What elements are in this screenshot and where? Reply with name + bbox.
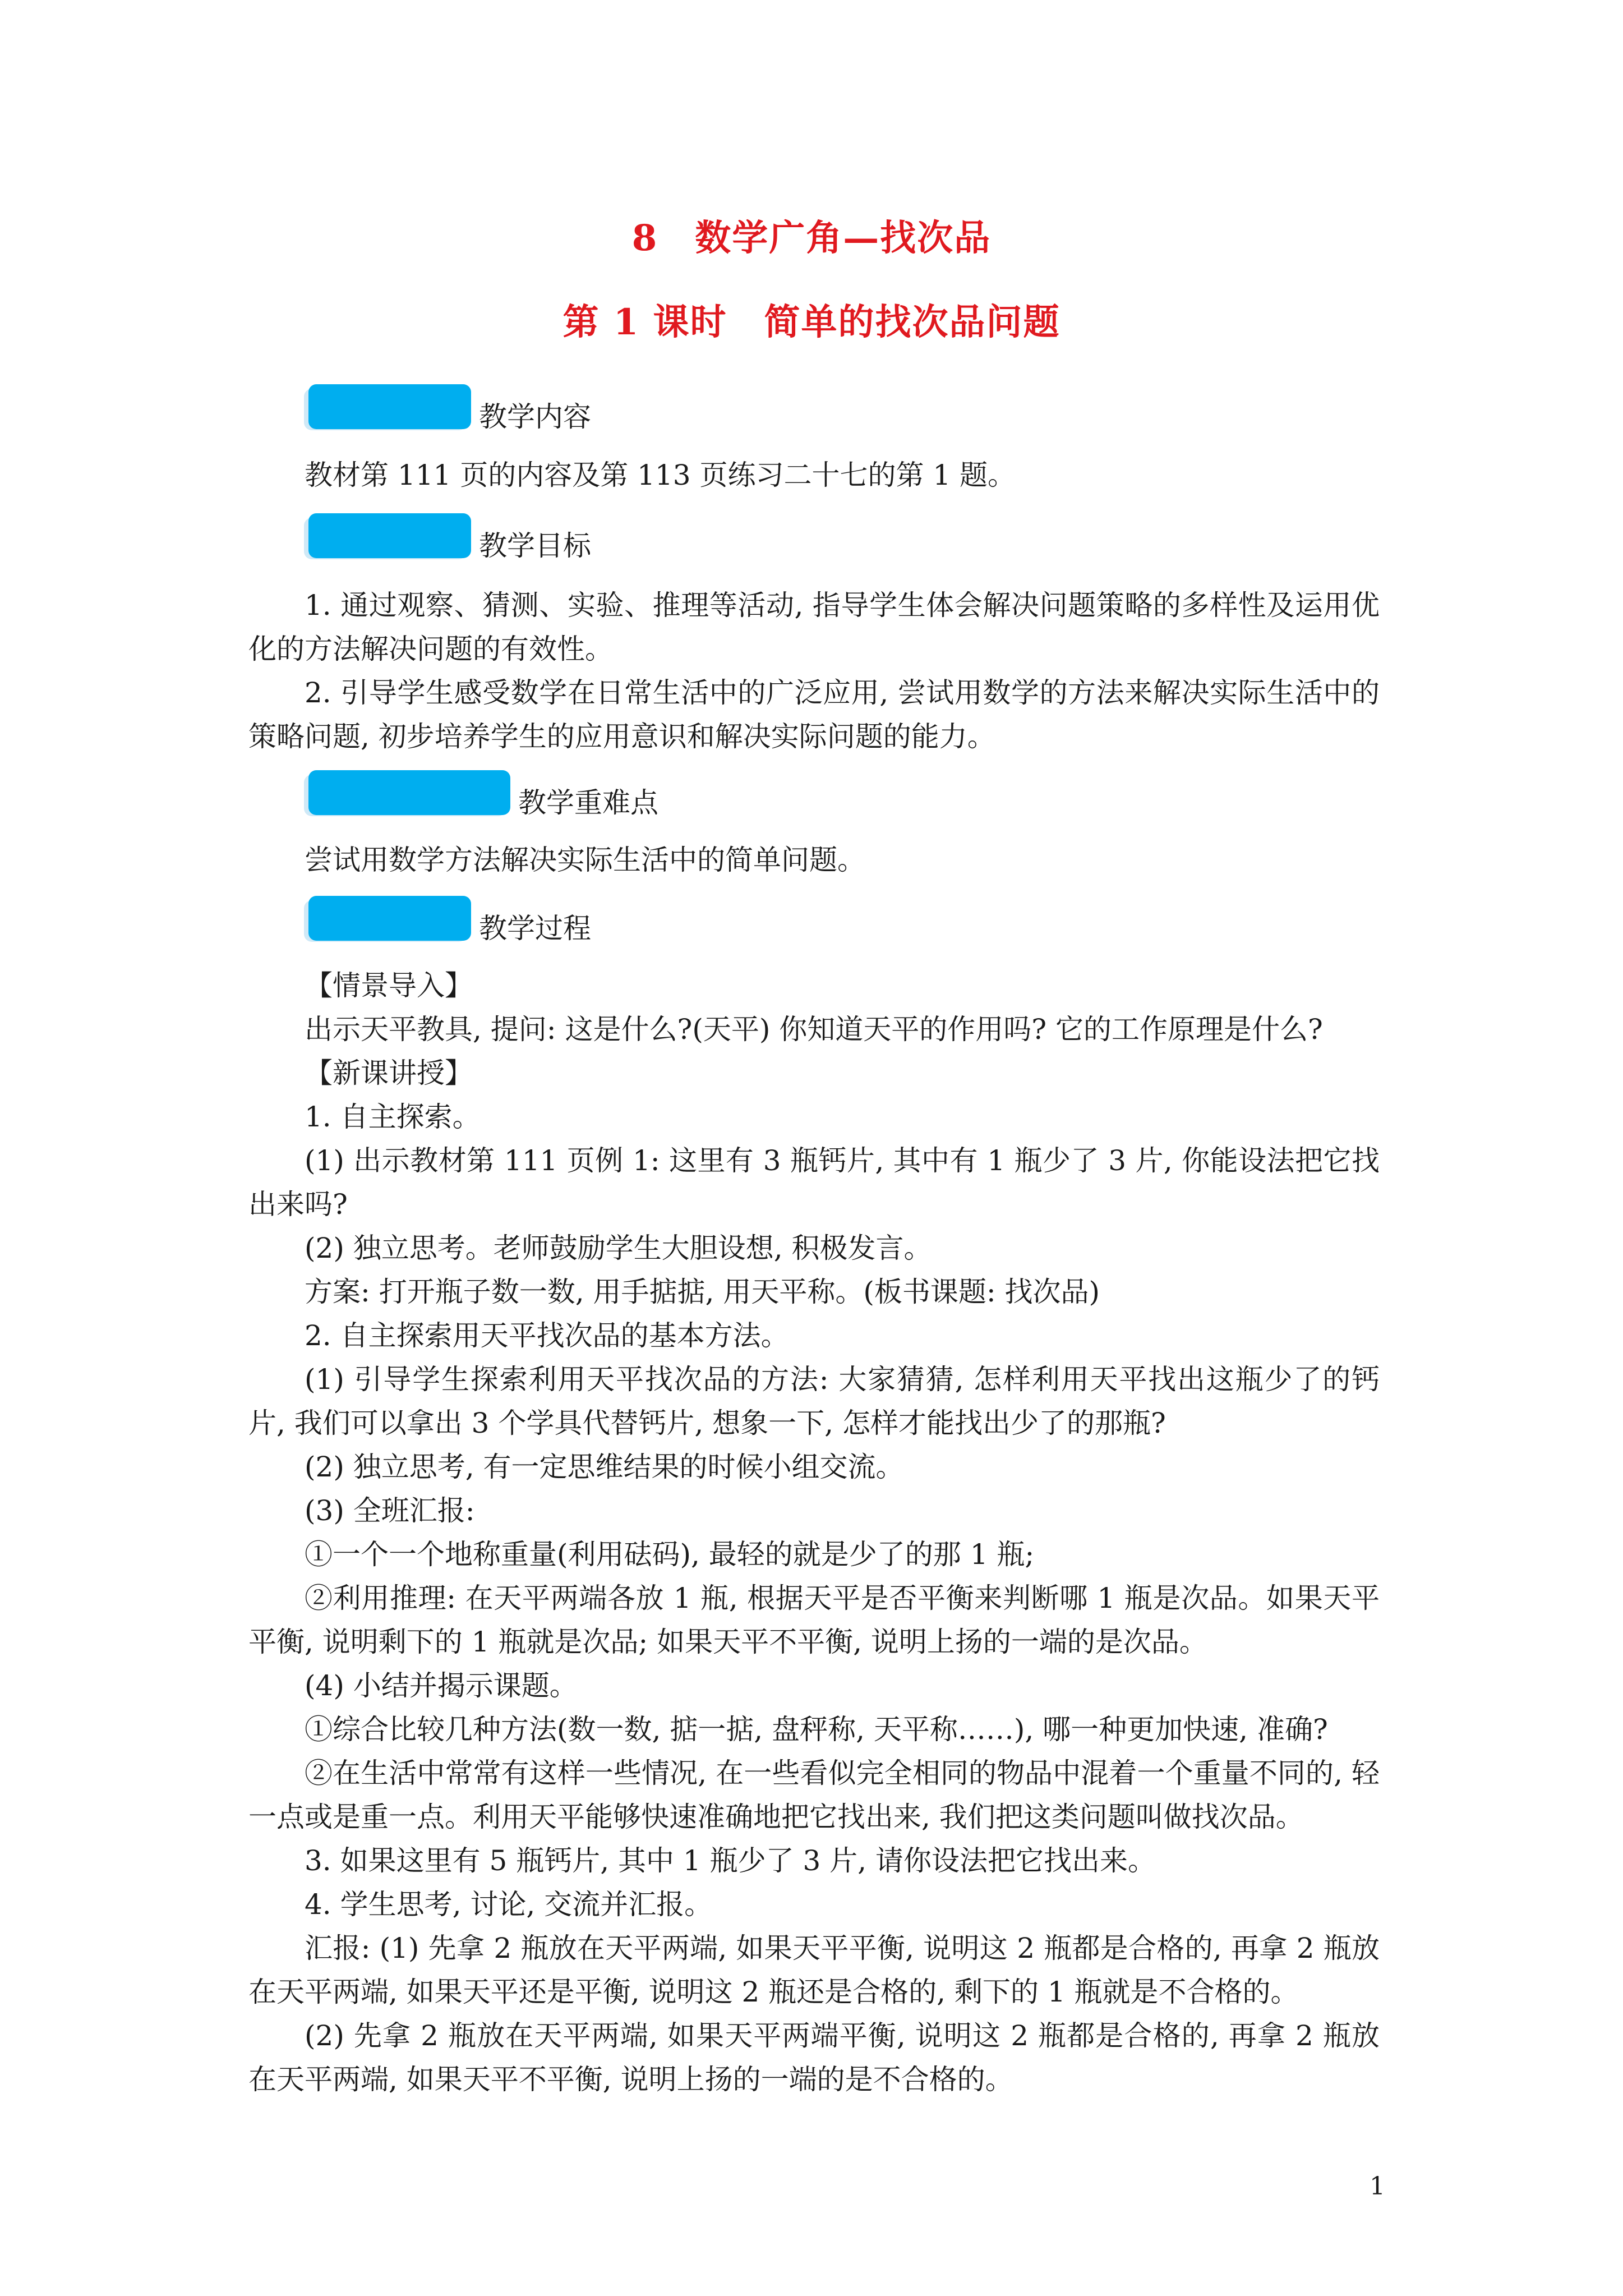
key-points-paragraph: 尝试用数学方法解决实际生活中的简单问题。 [305, 844, 865, 876]
section-label-goals: 教学目标 [479, 530, 591, 562]
process-paragraph: (2) 独立思考, 有一定思维结果的时候小组交流。 [305, 1451, 904, 1483]
process-subheading: 【情景导入】 [305, 969, 473, 1002]
process-paragraph: ②在生活中常常有这样一些情况, 在一些看似完全相同的物品中混着一个重量不同的, 轻一点或是重一点。利用天平能够快速准确地把它找出来, 我们把这类问题叫做找次品。 [248, 1757, 1380, 1833]
process-paragraph: ①一个一个地称重量(利用砝码), 最轻的就是少了的那 1 瓶; [305, 1538, 1035, 1571]
section-header-process [308, 893, 591, 944]
section-badge [308, 384, 471, 429]
section-label-process: 教学过程 [479, 912, 591, 945]
goals-text-block [248, 583, 1380, 758]
content-text-block [248, 453, 1380, 497]
process-paragraph: 4. 学生思考, 讨论, 交流并汇报。 [305, 1888, 713, 1921]
process-paragraph: (2) 独立思考。老师鼓励学生大胆设想, 积极发言。 [305, 1232, 932, 1264]
process-paragraph: 方案: 打开瓶子数一数, 用手掂掂, 用天平称。(板书课题: 找次品) [305, 1276, 1100, 1308]
process-paragraph: (1) 出示教材第 111 页例 1: 这里有 3 瓶钙片, 其中有 1 瓶少了 3 片, 你能设法把它找出来吗? [248, 1144, 1380, 1221]
section-label-content: 教学内容 [479, 401, 591, 433]
process-paragraph: (4) 小结并揭示课题。 [305, 1669, 578, 1702]
section-label-key-points: 教学重难点 [518, 786, 658, 819]
process-paragraph: (2) 先拿 2 瓶放在天平两端, 如果天平两端平衡, 说明这 2 瓶都是合格的, 再拿 2 瓶放在天平两端, 如果天平不平衡, 说明上扬的一端的是不合格的。 [248, 2019, 1380, 2096]
content-paragraph: 教材第 111 页的内容及第 113 页练习二十七的第 1 题。 [305, 459, 1016, 491]
section-badge [308, 513, 471, 558]
section-header-key-points [308, 767, 658, 818]
section-badge [308, 770, 510, 815]
lesson-title: 第 1 课时 简单的找次品问题 [562, 301, 1061, 343]
process-paragraph: 1. 自主探索。 [305, 1101, 481, 1133]
process-paragraph: 3. 如果这里有 5 瓶钙片, 其中 1 瓶少了 3 片, 请你设法把它找出来。 [305, 1844, 1156, 1877]
chapter-title: 8 数学广角—找次品 [631, 217, 992, 259]
section-header-goals [308, 510, 591, 561]
section-badge [308, 896, 471, 941]
process-paragraph: (1) 引导学生探索利用天平找次品的方法: 大家猜猜, 怎样利用天平找出这瓶少了的钙片, 我们可以拿出 3 个学具代替钙片, 想象一下, 怎样才能找出少了的那瓶? [248, 1363, 1380, 1439]
page-number: 1 [1370, 2172, 1385, 2201]
goal-item: 2. 引导学生感受数学在日常生活中的广泛应用, 尝试用数学的方法来解决实际生活中的策略问题, 初步培养学生的应用意识和解决实际问题的能力。 [248, 677, 1380, 753]
key-points-text-block [248, 838, 1380, 882]
process-paragraph: (3) 全班汇报: [305, 1494, 475, 1527]
goal-item: 1. 通过观察、猜测、实验、推理等活动, 指导学生体会解决问题策略的多样性及运用优化的方法解决问题的有效性。 [248, 589, 1380, 665]
process-paragraph: 出示天平教具, 提问: 这是什么?(天平) 你知道天平的作用吗? 它的工作原理是什么? [305, 1013, 1323, 1046]
process-paragraph: ①综合比较几种方法(数一数, 掂一掂, 盘秤称, 天平称……), 哪一种更加快速, 准确? [305, 1713, 1328, 1746]
process-paragraph: 2. 自主探索用天平找次品的基本方法。 [305, 1319, 789, 1352]
process-paragraph: 汇报: (1) 先拿 2 瓶放在天平两端, 如果天平平衡, 说明这 2 瓶都是合格的, 再拿 2 瓶放在天平两端, 如果天平还是平衡, 说明这 2 瓶还是合格的, 剩下的 1 瓶就是不合格的。 [248, 1932, 1380, 2008]
section-header-content [308, 381, 591, 432]
process-subheading: 【新课讲授】 [305, 1057, 473, 1089]
process-paragraph: ②利用推理: 在天平两端各放 1 瓶, 根据天平是否平衡来判断哪 1 瓶是次品。如果天平平衡, 说明剩下的 1 瓶就是次品; 如果天平不平衡, 说明上扬的一端的是次品。 [248, 1582, 1380, 1658]
process-text-block [248, 964, 1380, 2101]
